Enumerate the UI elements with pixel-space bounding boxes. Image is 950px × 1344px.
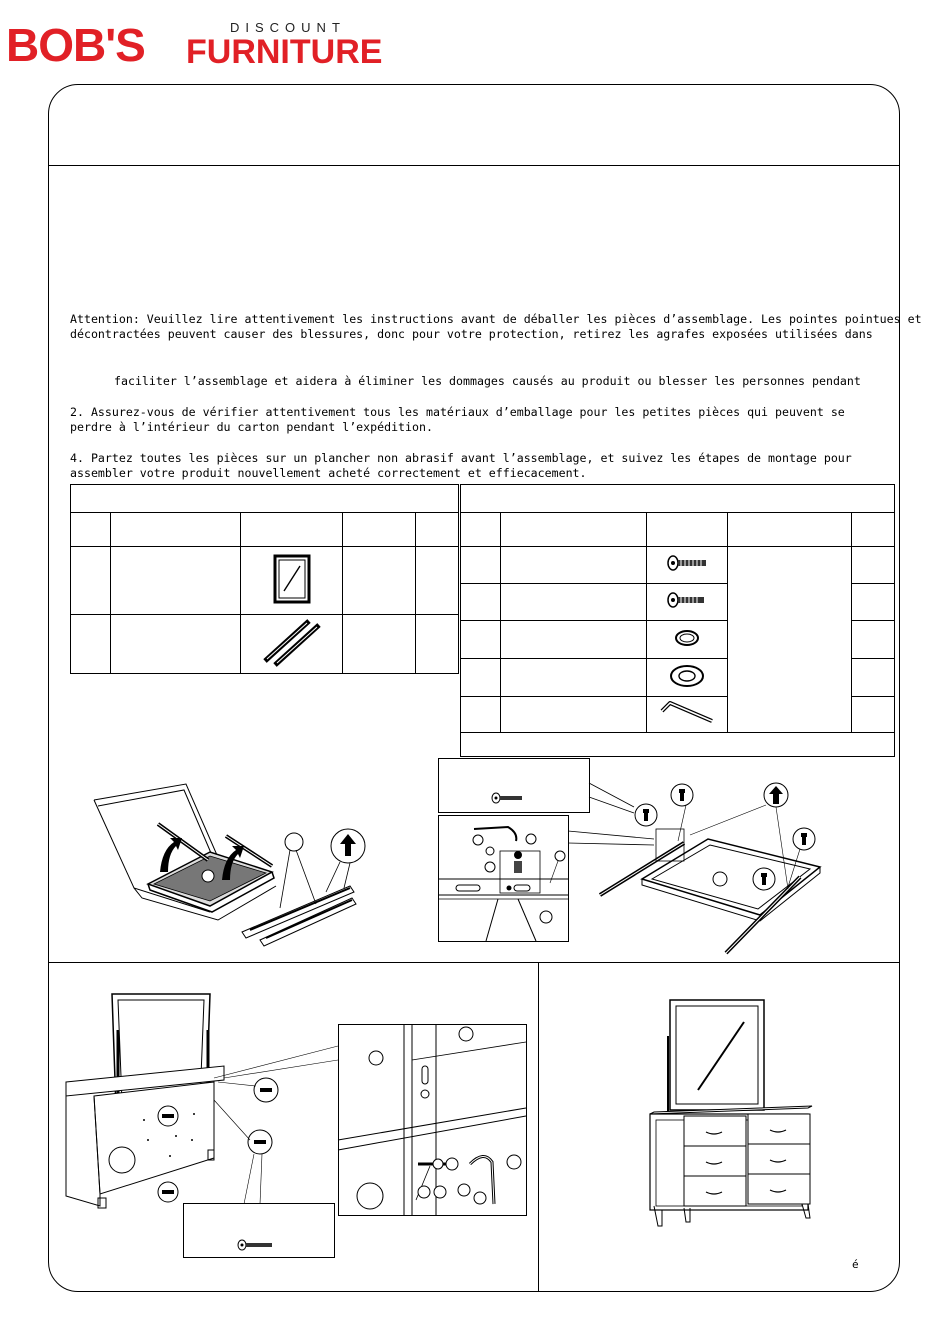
lock-washer-icon xyxy=(672,628,702,648)
attention-line-1: Attention: Veuillez lire attentivement les instructions avant de déballer les pièces d’assemblage. Les pointes pointues et xyxy=(70,312,922,326)
brand-name-main: BOB'S xyxy=(6,19,145,71)
step3-illustration xyxy=(64,990,534,1260)
mirror-support-rails-icon xyxy=(259,615,325,669)
title-divider xyxy=(48,165,900,166)
brand-name-small: DISCOUNT xyxy=(230,20,346,35)
table-row xyxy=(461,547,895,584)
assembled-dresser-mirror xyxy=(648,996,818,1236)
parts-table-header xyxy=(71,485,459,513)
bottom-column-divider xyxy=(538,962,539,1292)
point4-line-2: assembler votre produit nouvellement acheté correctement et effiecacement. xyxy=(70,466,587,480)
page-mark: é xyxy=(852,1258,859,1271)
hardware-table-header xyxy=(461,485,895,513)
mirror-frame-icon xyxy=(270,553,314,605)
brand-name-second: FURNITURE xyxy=(186,33,383,71)
table-row xyxy=(71,615,459,674)
point2-line-2: perdre à l’intérieur du carton pendant l’expédition. xyxy=(70,420,433,434)
hardware-table xyxy=(460,484,895,757)
flat-washer-icon xyxy=(667,664,707,688)
attention-line-2: décontractées peuvent causer des blessures, donc pour votre protection, retirez les agrafes exposées utilisées dans xyxy=(70,327,873,341)
step1-illustration xyxy=(90,780,380,950)
brand-logo xyxy=(6,18,396,70)
bolt-icon xyxy=(665,555,709,571)
point1-line: faciliter l’assemblage et aidera à éliminer les dommages causés au produit ou blesser les personnes pendant xyxy=(114,374,861,388)
table-row xyxy=(71,547,459,615)
point2-line-1: 2. Assurez-vous de vérifier attentivement tous les matériaux d’emballage pour les petites pièces qui peuvent se xyxy=(70,405,845,419)
step2-illustration xyxy=(438,757,838,962)
bolt-icon xyxy=(665,592,709,608)
allen-key-icon xyxy=(658,699,716,727)
hardware-table-footer xyxy=(461,733,895,757)
parts-table xyxy=(70,484,459,674)
section-divider xyxy=(48,962,900,963)
point4-line-1: 4. Partez toutes les pièces sur un plancher non abrasif avant l’assemblage, et suivez les étapes de montage pour xyxy=(70,451,852,465)
